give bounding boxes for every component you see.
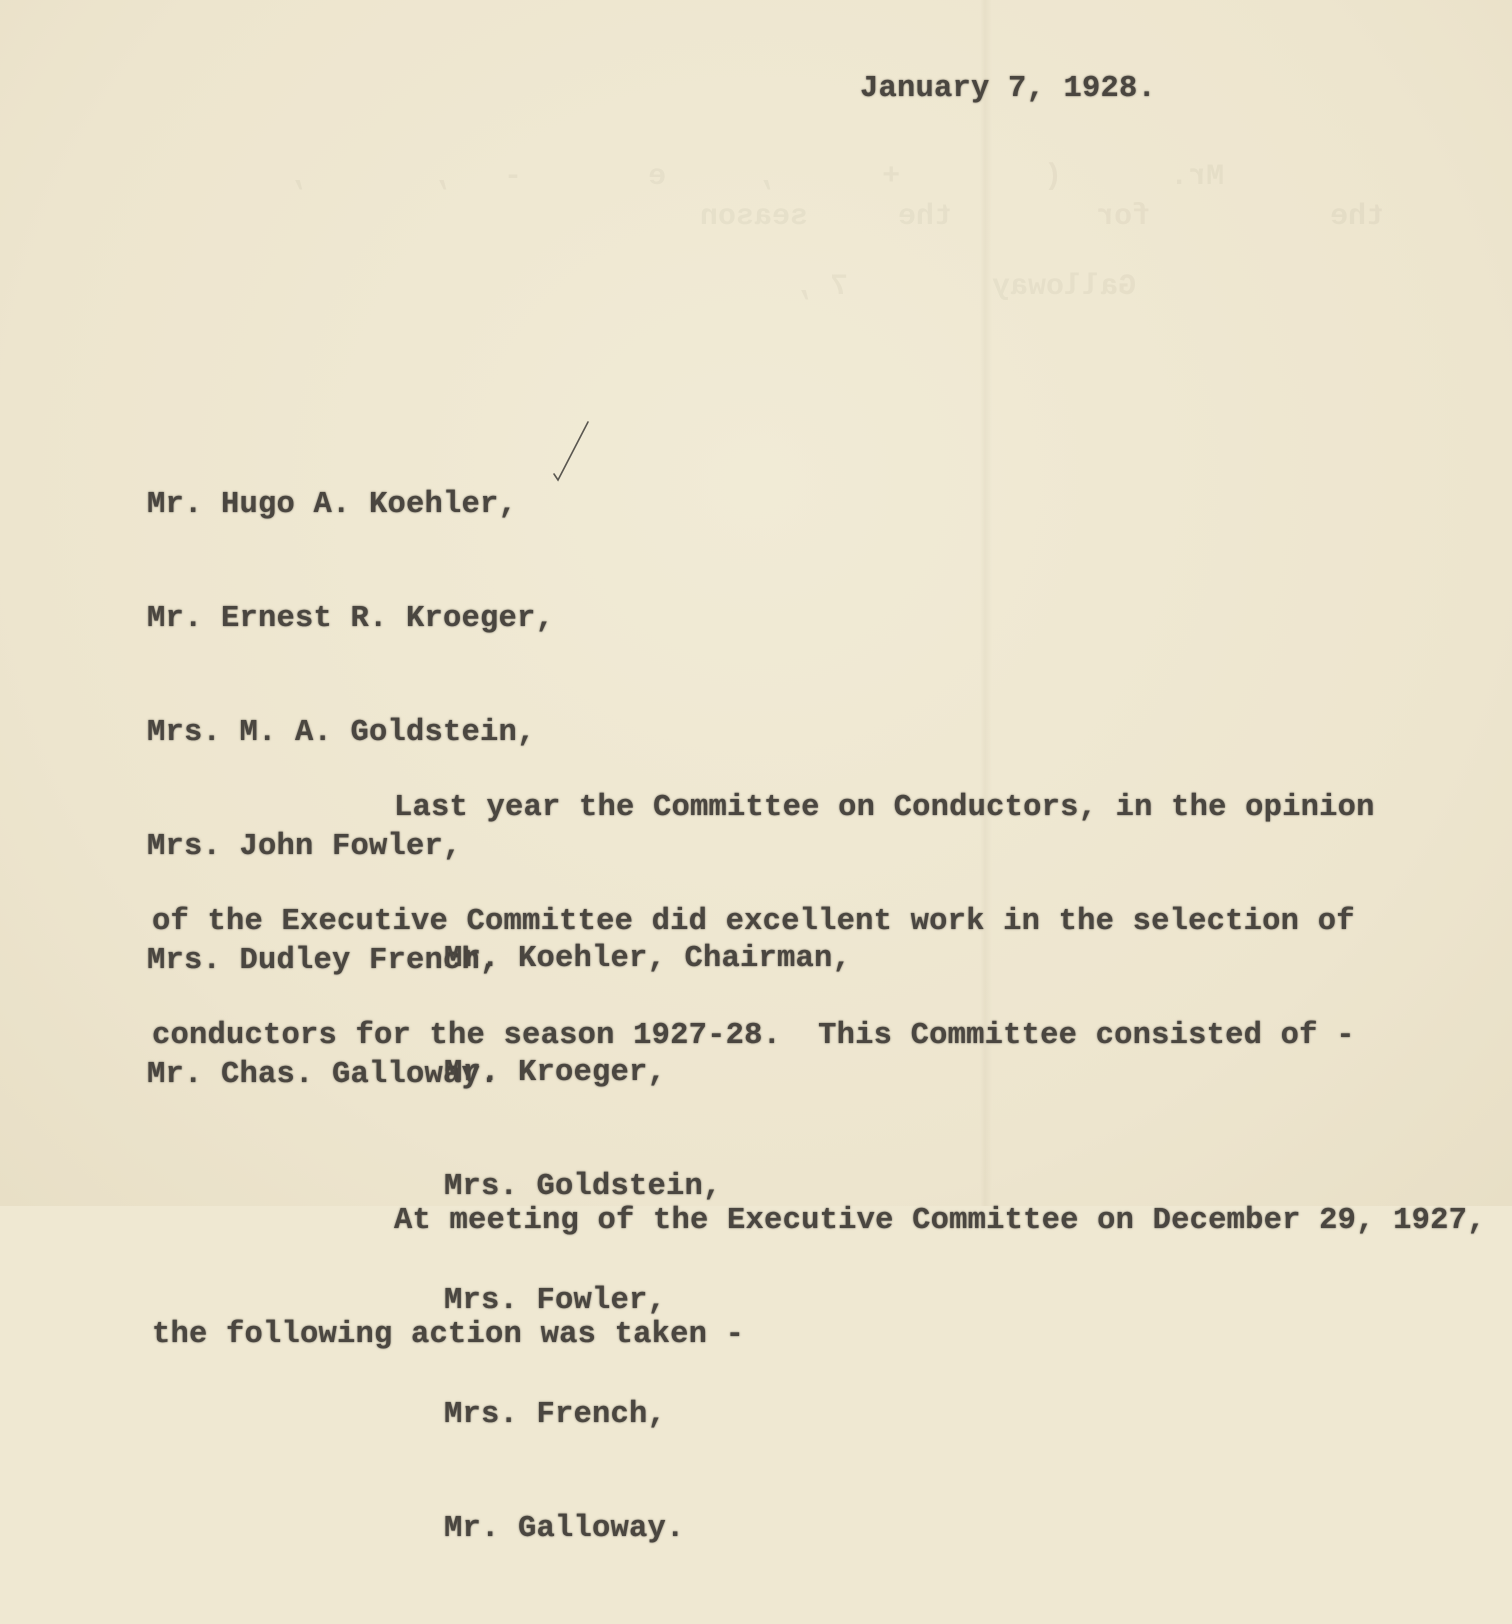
letter-date: January 7, 1928. [860,72,1157,106]
bleed-through-text: the for the season [700,200,1457,234]
committee-member-item: Mr. Koehler, Chairman, [444,942,852,976]
paragraph-line: the following action was taken - [152,1318,745,1352]
paragraph-line: conductors for the season 1927-28. This Committee consisted of - [152,1019,1355,1053]
addressee-item: Mrs. M. A. Goldstein, [147,716,536,750]
paragraph-executive-committee-action [152,1126,1486,1430]
addressee-item: Mrs. John Fowler, [147,830,462,864]
addressee-item: Mr. Hugo A. Koehler, [147,488,518,522]
paragraph-line: of the Executive Committee did excellent work in the selection of [152,905,1355,939]
committee-member-item: Mrs. French, [444,1398,667,1432]
bleed-through-text: Mr. ( + , e - , , [180,160,1225,194]
paragraph-line: At meeting of the Executive Committee on December 29, 1927, [394,1204,1486,1238]
paragraph-line: Last year the Committee on Conductors, in the opinion [394,791,1375,825]
bleed-through-text: Galloway 7 , [740,270,1191,304]
addressee-item: Mrs. Dudley French, [147,944,499,978]
addressee-item: Mr. Ernest R. Kroeger, [147,602,555,636]
committee-member-item: Mr. Kroeger, [444,1056,667,1090]
committee-member-item: Mrs. Fowler, [444,1284,667,1318]
committee-member-item: Mr. Galloway. [444,1512,685,1546]
committee-member-item: Mrs. Goldstein, [444,1170,722,1204]
handwritten-check-mark-icon [548,418,592,484]
addressee-item: Mr. Chas. Galloway. [147,1058,499,1092]
